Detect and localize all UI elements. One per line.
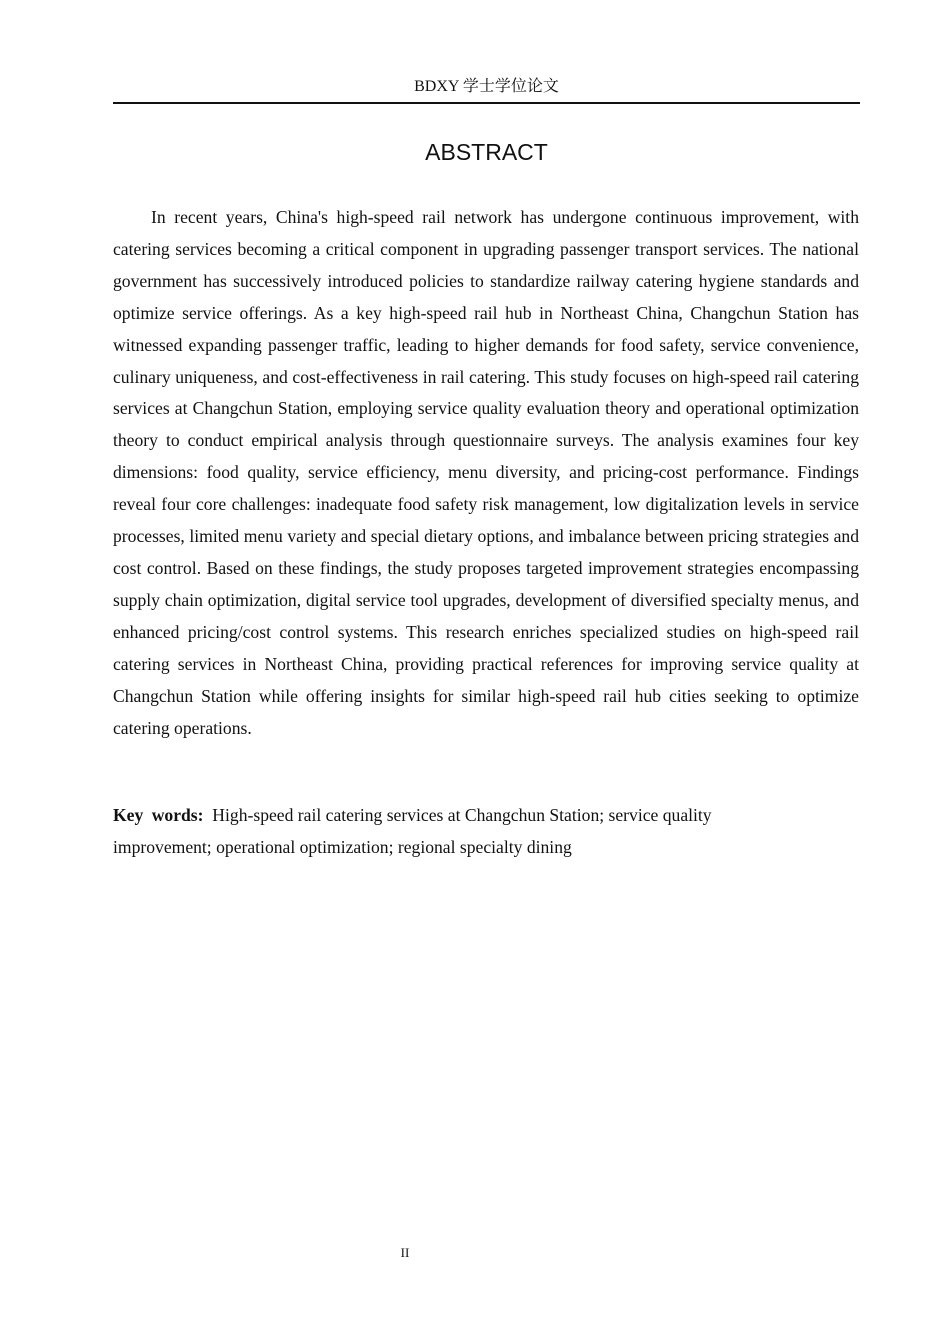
abstract-body: In recent years, China's high-speed rail network has undergone continuous improvement, with catering services becoming a critical component in upgrading passenger transport services. The national government has successively introduced policies to standardize railway catering hygiene standards and optimize service offerings. As a key high-speed rail hub in Northeast China, Changchun Station has witnessed expanding passenger traffic, leading to higher demands for food safety, service convenience, culinary uniqueness, and cost-effectiveness in rail catering. This study focuses on high-speed rail catering services at Changchun Station, employing service quality evaluation theory and operational optimization theory to conduct empirical analysis through questionnaire surveys. The analysis examines four key dimensions: food quality, service efficiency, menu diversity, and pricing-cost performance. Findings reveal four core challenges: inadequate food safety risk management, low digitalization levels in service processes, limited menu variety and special dietary options, and imbalance between pricing strategies and cost control. Based on these findings, the study proposes targeted improvement strategies encompassing supply chain optimization, digital service tool upgrades, development of diversified specialty menus, and enhanced pricing/cost control systems. This research enriches specialized studies on high-speed rail catering services in Northeast China, providing practical references for improving service quality at Changchun Station while offering insights for similar high-speed rail hub cities seeking to optimize catering operations. (113, 207, 859, 738)
page-number: II (400, 1245, 410, 1260)
page-header (113, 76, 860, 104)
header-text: BDXY 学士学位论文 (414, 78, 559, 95)
keywords-text: High-speed rail catering services at Changchun Station; service quality improvement; operational optimization; regional specialty dining (113, 805, 712, 857)
abstract-title: ABSTRACT (425, 139, 548, 165)
keywords-label: Key words: (113, 805, 204, 825)
keywords-paragraph (113, 799, 773, 863)
